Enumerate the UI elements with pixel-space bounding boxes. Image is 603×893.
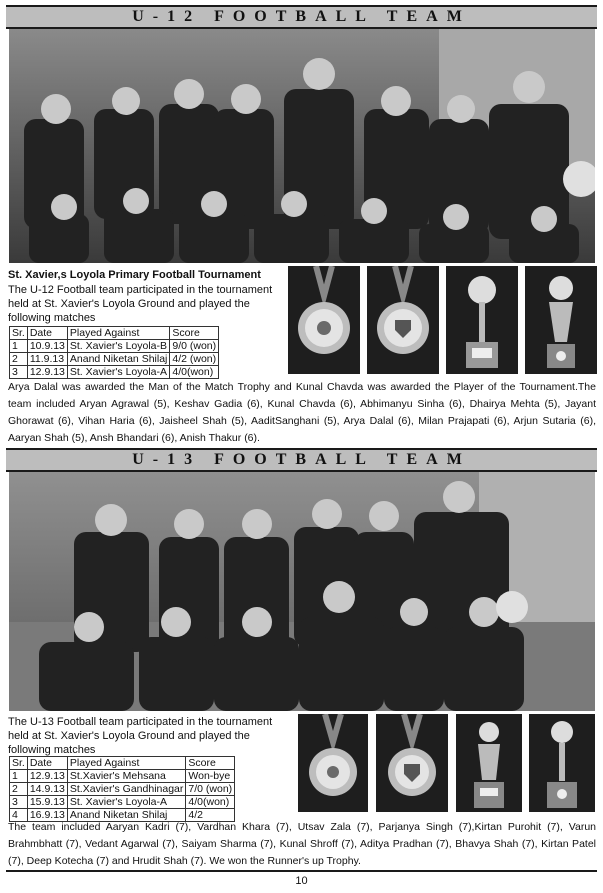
cell-date: 14.9.13 [27,783,67,796]
header-played-against: Played Against [67,327,169,340]
cell-score: Won-bye [186,770,235,783]
u12-trophy-photo-2 [525,266,597,374]
cell-opponent: Anand Niketan Shilaj [67,809,186,822]
medal-icon [288,266,360,374]
trophy-icon [446,266,518,374]
u13-trophy-photo-2 [529,714,595,812]
cell-score: 4/2 [186,809,235,822]
u13-matches-table [9,756,235,822]
u12-team-paragraph: Arya Dalal was awarded the Man of the Match Trophy and Kunal Chavda was awarded the Player of the Tournament.The team included Aryan Agrawal (5), Keshav Gadia (6), Kunal Chavda (6), Abhimanyu Sinha (6), Dhairya Mehta (5), Jayant Ghorawat (6), Vihan Haria (6), Jaisheel Shah (5), AaditSanghani (5), Arya Dalal (6), Milan Prajapati (6), Arjun Sutaria (6), Aaryan Shah (5), Ansh Bhandari (6), Anish Thakur (6). [8,381,596,444]
cell-sr: 3 [10,366,28,379]
cell-date: 10.9.13 [27,340,67,353]
u12-tournament-heading: St. Xavier,s Loyola Primary Football Tournament [8,269,261,281]
u12-trophy-photo-1 [446,266,518,374]
u13-medal-photo-1 [298,714,368,812]
cell-score: 4/0(won) [170,366,219,379]
cell-opponent: St. Xavier's Loyola-A [67,366,169,379]
header-date: Date [27,757,67,770]
header-date: Date [27,327,67,340]
cell-score: 4/2 (won) [170,353,219,366]
cell-score: 4/0(won) [186,796,235,809]
cell-date: 15.9.13 [27,796,67,809]
header-sr: Sr. [10,327,28,340]
header-score: Score [170,327,219,340]
medal-icon [376,714,448,812]
cell-sr: 1 [10,770,28,783]
u12-title: U-12 FOOTBALL TEAM [132,8,471,25]
u12-title-banner [6,5,597,29]
u12-team-photo [9,29,595,263]
u13-intro: The U-13 Football team participated in the tournament held at St. Xavier's Loyola Ground and played the following matches [8,716,273,756]
table-row [10,353,219,366]
cell-opponent: Anand Niketan Shilaj [67,353,169,366]
cell-score: 9/0 (won) [170,340,219,353]
trophy-icon [456,714,522,812]
u13-medal-photo-2 [376,714,448,812]
cell-date: 11.9.13 [27,353,67,366]
table-row [10,796,235,809]
cell-sr: 2 [10,353,28,366]
cell-score: 7/0 (won) [186,783,235,796]
cell-sr: 4 [10,809,28,822]
table-row [10,340,219,353]
u12-medal-photo-1 [288,266,360,374]
cell-opponent: St. Xavier's Loyola-B [67,340,169,353]
u13-team-paragraph: The team included Aaryan Kadri (7), Vardhan Khara (7), Utsav Zala (7), Parjanya Singh (7),Kirtan Purohit (7), Varun Brahmbhatt (7), Vedant Agarwal (7), Saiyam Sharma (7), Kunal Shroff (7), Aditya Pradhan (7), Bhavya Shah (7), Kirtan Patel (7), Deep Kotecha (7) and Hrudit Shah (7). We won the Runner's up Trophy. [8,821,596,867]
table-header-row [10,327,219,340]
page-number: 10 [295,875,308,887]
u12-team-photo-graphic [9,29,595,263]
cell-opponent: St.Xavier's Mehsana [67,770,186,783]
u13-team-photo-graphic [9,472,595,711]
u12-intro: The U-12 Football team participated in the tournament held at St. Xavier's Loyola Ground and played the following matches [8,284,273,324]
u13-title: U-13 FOOTBALL TEAM [132,451,471,468]
table-row [10,366,219,379]
u13-team-photo [9,472,595,711]
u13-trophy-photo-1 [456,714,522,812]
cell-sr: 2 [10,783,28,796]
cell-sr: 1 [10,340,28,353]
u13-title-banner [6,448,597,472]
header-played-against: Played Against [67,757,186,770]
cell-date: 12.9.13 [27,770,67,783]
u12-matches-table [9,326,219,379]
table-row [10,770,235,783]
cell-date: 16.9.13 [27,809,67,822]
cell-date: 12.9.13 [27,366,67,379]
medal-icon [298,714,368,812]
header-score: Score [186,757,235,770]
trophy-icon [525,266,597,374]
cell-opponent: St.Xavier's Gandhinagar [67,783,186,796]
u12-medal-photo-2 [367,266,439,374]
trophy-icon [529,714,595,812]
table-header-row [10,757,235,770]
table-row [10,783,235,796]
cell-opponent: St. Xavier's Loyola-A [67,796,186,809]
cell-sr: 3 [10,796,28,809]
medal-icon [367,266,439,374]
header-sr: Sr. [10,757,28,770]
footer-divider [6,870,597,872]
